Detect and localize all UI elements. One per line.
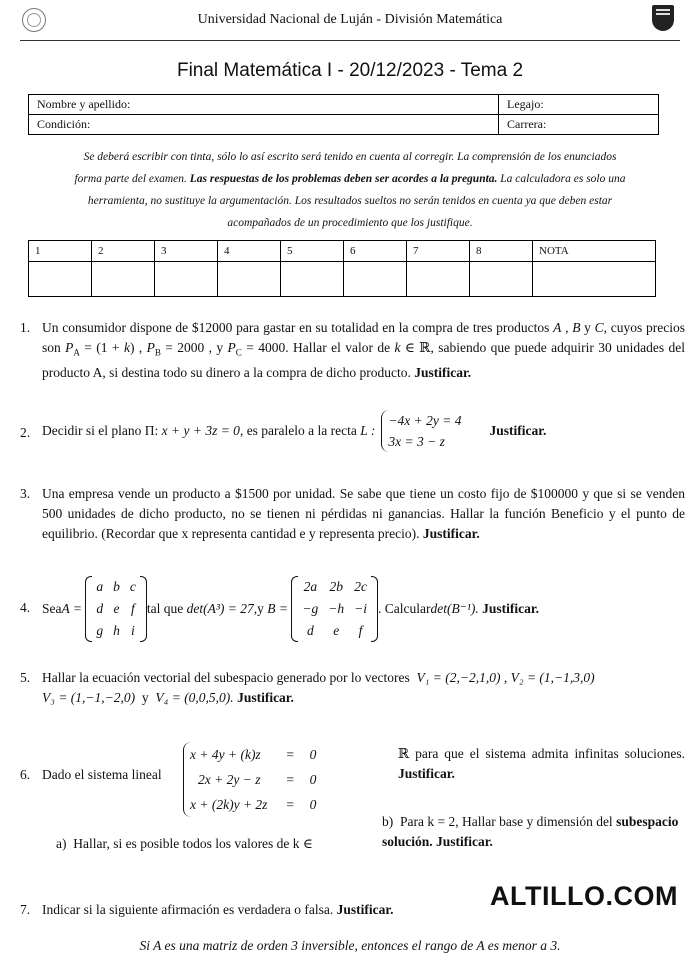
grade-cell[interactable] bbox=[281, 262, 344, 297]
justify-label: Justificar. bbox=[482, 601, 540, 616]
instructions-line-2: forma parte del examen. Las respuestas de los problemas deben ser acordes a la pregunta. La calculadora es solo una bbox=[74, 173, 626, 185]
condicion-field[interactable]: Condición: bbox=[29, 115, 499, 135]
line-eq-2: 3x = 3 − z bbox=[388, 434, 445, 449]
grade-cell[interactable] bbox=[470, 262, 533, 297]
justify-label: Justificar. bbox=[436, 834, 493, 849]
legajo-field[interactable]: Legajo: bbox=[499, 95, 659, 115]
question-number: 6. bbox=[20, 767, 31, 782]
grade-table bbox=[28, 240, 656, 297]
question-2 bbox=[20, 410, 685, 456]
question-text: Hallar la ecuación vectorial del subespacio generado por lo vectores V₁ = (2,−2,1,0) , V₂ = (1,−1,3,0) V₃ = (1,−1,−2,0) y V₄ = (0,0,5,0). Justificar. bbox=[42, 670, 595, 705]
linear-system: x + 4y + (k)z = 0 2x + 2y − z = 0 x + (2k)y + 2z = 0 bbox=[183, 742, 323, 817]
exam-title: Final Matemática I - 20/12/2023 - Tema 2 bbox=[176, 60, 524, 81]
justify-label: Justificar. bbox=[398, 766, 455, 781]
grade-cell[interactable] bbox=[155, 262, 218, 297]
grade-cell-nota[interactable] bbox=[533, 262, 656, 297]
question-text: Un consumidor dispone de $12000 para gastar en su totalidad en la compra de tres productos A , B y C, cuyos precios son $P_A = (1 + k)$ , $P_B = 2000$ , y $P_C = 4000$. Hallar el valor de k ∈ ℝ, sabiendo que puede adquirir 30 unidades del producto A, si destina todo su dinero a la compra de dicho producto. Justificar. bbox=[42, 320, 686, 380]
grade-cell[interactable] bbox=[407, 262, 470, 297]
grade-header: 2 bbox=[92, 241, 155, 262]
grade-header: 5 bbox=[281, 241, 344, 262]
header-divider bbox=[20, 40, 680, 41]
question-number: 2. bbox=[20, 425, 31, 440]
justify-label: Justificar. bbox=[422, 526, 480, 541]
question-7 bbox=[20, 900, 685, 922]
grade-cell[interactable] bbox=[218, 262, 281, 297]
grade-header: 8 bbox=[470, 241, 533, 262]
question-5 bbox=[20, 668, 685, 712]
instructions-line-4: acompañados de un procedimiento que los justifique. bbox=[227, 217, 473, 229]
question-6 bbox=[20, 740, 685, 860]
question-3 bbox=[20, 484, 685, 548]
grade-header-nota: NOTA bbox=[533, 241, 656, 262]
watermark: ALTILLO.COM bbox=[490, 881, 678, 911]
institution-header: Universidad Nacional de Luján - División Matemática bbox=[197, 12, 503, 27]
grade-header: 4 bbox=[218, 241, 281, 262]
question-6a-continuation: ℝ para que el sistema admita infinitas soluciones. Justificar. bbox=[398, 746, 685, 781]
question-1 bbox=[20, 318, 685, 384]
question-6a: a) Hallar, si es posible todos los valores de k ∈ bbox=[56, 836, 313, 851]
justify-label: Justificar. bbox=[237, 690, 294, 705]
question-number: 7. bbox=[20, 902, 31, 917]
grade-cell[interactable] bbox=[29, 262, 92, 297]
question-number: 4. bbox=[20, 600, 31, 615]
question-text: Una empresa vende un producto a $1500 por unidad. Se sabe que tiene un costo fijo de $100000 y que si se venden 500 unidades de dicho producto, no se tienen ni pérdidas ni ganancias. Hallar la función Beneficio y el punto de equilibrio. (Recordar que x representa cantidad e y representa precio). Justificar. bbox=[42, 486, 685, 541]
student-info-table bbox=[28, 94, 659, 135]
question-7-statement: Si A es una matriz de orden 3 inversible, entonces el rango de A es menor a 3. bbox=[139, 938, 561, 953]
grade-cell[interactable] bbox=[344, 262, 407, 297]
question-text: Decidir si el plano Π: x + y + 3z = 0 , es paralelo a la recta L : −4x + 2y = 4 3x = 3 − z Justificar. bbox=[42, 410, 685, 452]
question-text: Indicar si la siguiente afirmación es verdadera o falsa. Justificar. bbox=[42, 902, 394, 917]
justify-label: Justificar. bbox=[414, 364, 472, 380]
question-number: 1. bbox=[20, 320, 31, 335]
line-eq-1: −4x + 2y = 4 bbox=[388, 413, 462, 428]
justify-label: Justificar. bbox=[336, 902, 394, 917]
carrera-field[interactable]: Carrera: bbox=[499, 115, 659, 135]
question-text: Dado el sistema lineal bbox=[42, 767, 162, 782]
grade-header: 7 bbox=[407, 241, 470, 262]
question-number: 5. bbox=[20, 670, 31, 685]
justify-label: Justificar. bbox=[489, 423, 547, 438]
question-6b: b) Para k = 2, Hallar base y dimensión del subespacio solución. Justificar. bbox=[382, 814, 679, 849]
shield-crest-icon bbox=[652, 5, 674, 31]
question-text: Sea A = a b c d e f g h i tal que det(A³) = 27, y B = 2a 2b 2c −g −h −i d e f . Calcular det(B⁻¹). Justificar. bbox=[42, 576, 685, 642]
question-4 bbox=[20, 576, 685, 646]
grade-header: 6 bbox=[344, 241, 407, 262]
instructions-bold: Las respuestas de los problemas deben ser acordes a la pregunta. bbox=[189, 173, 498, 185]
grade-cell[interactable] bbox=[92, 262, 155, 297]
grade-header: 1 bbox=[29, 241, 92, 262]
grade-header: 3 bbox=[155, 241, 218, 262]
instructions-line-3: herramienta, no sustituye la argumentación. Los resultados sueltos no serán tenidos en cuenta ya que deben estar bbox=[87, 195, 613, 207]
question-number: 3. bbox=[20, 486, 31, 501]
name-field[interactable]: Nombre y apellido: bbox=[29, 95, 499, 115]
instructions-line-1: Se deberá escribir con tinta, sólo lo así escrito será tenido en cuenta al corregir. La comprensión de los enunciados bbox=[83, 151, 617, 163]
matrix-a: a b c d e f g h i bbox=[85, 576, 147, 642]
matrix-b: 2a 2b 2c −g −h −i d e f bbox=[291, 576, 378, 642]
